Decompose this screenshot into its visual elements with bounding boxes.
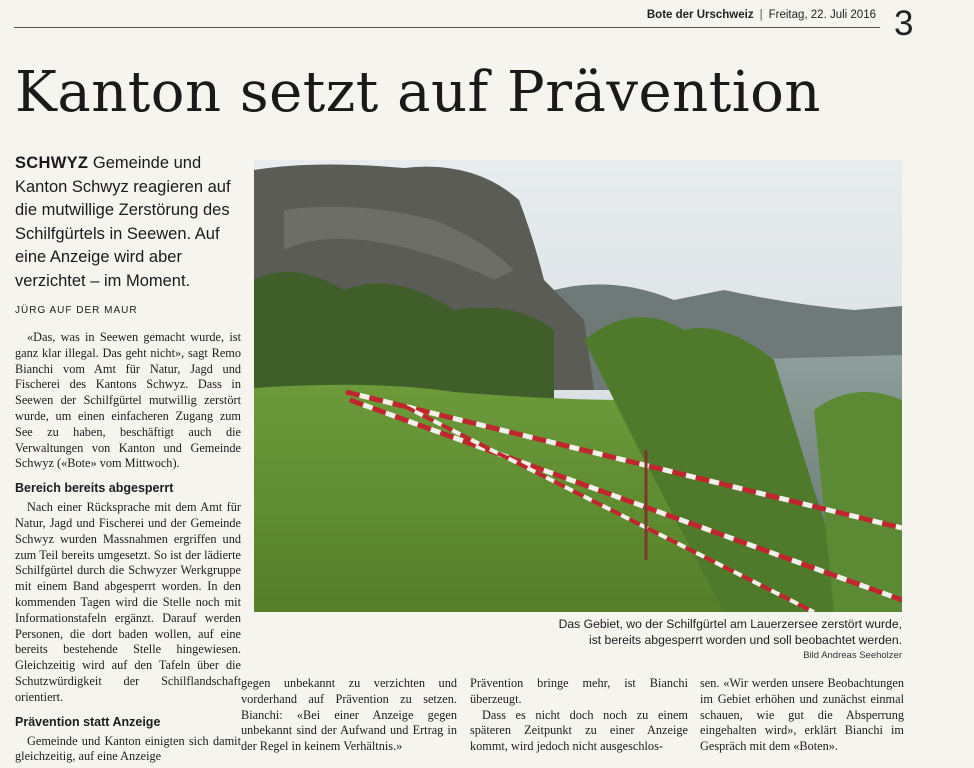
paper-name: Bote der Urschweiz (646, 9, 754, 21)
column-3 (470, 676, 688, 755)
column-4 (700, 676, 904, 755)
headline: Kanton setzt auf Prävention (15, 60, 821, 125)
lead-paragraph (15, 152, 240, 293)
lake-reed-photo (254, 160, 902, 612)
col3-paragraph-1: Prävention bringe mehr, ist Bianchi überzeugt. (470, 676, 688, 706)
body-paragraph-2: Nach einer Rücksprache mit dem Amt für Natur, Jagd und Fischerei und der Gemeinde Schwyz wurden Massnahmen ergriffen und zum Teil bereits umgesetzt. So ist der lädierte Schilfgürtel durch die Schwyzer Werkgruppe mit einem Band abgesperrt worden. In den kommenden Tagen wird die Stelle noch mit Informationstafeln ergänzt. Darauf werden Personen, die dort baden wollen, auf eine bereits bestehende Stelle hingewiesen. Gleichzeitig wird auf den Tafeln über die Schutzwürdigkeit der Schilflandschaft orientiert. (15, 500, 241, 704)
caption-line-1: Das Gebiet, wo der Schilfgürtel am Lauerzersee zerstört wurde, (558, 617, 902, 631)
col4-paragraph-1: sen. «Wir werden unsere Beobachtungen im Gebiet erhöhen und zunächst einmal schauen, wie gut die Absperrung eingehalten wird», erklärt Bianchi im Gespräch mit dem «Boten». (700, 676, 904, 754)
page-number: 3 (894, 4, 914, 43)
lead-place: SCHWYZ (15, 154, 89, 172)
subhead-1: Bereich bereits abgesperrt (15, 481, 174, 496)
issue-date: Freitag, 22. Juli 2016 (768, 9, 876, 21)
byline: JÜRG AUF DER MAUR (15, 305, 138, 316)
photo-illustration (254, 160, 902, 612)
column-1 (15, 330, 241, 765)
header-rule (14, 27, 880, 28)
photo-credit: Bild Andreas Seeholzer (803, 650, 902, 661)
masthead-separator: | (759, 9, 763, 21)
caption-line-2: ist bereits abgesperrt worden und soll beobachtet werden. (588, 633, 902, 647)
photo-caption (470, 616, 902, 648)
subhead-2: Prävention statt Anzeige (15, 714, 161, 729)
body-paragraph-1: «Das, was in Seewen gemacht wurde, ist ganz klar illegal. Das geht nicht», sagt Remo Bianchi vom Amt für Natur, Jagd und Fischerei des Kantons Schwyz. Dass in Seewen der Schilfgürtel mutwillig zerstört wurde, um einen einfacheren Zugang zum See zu haben, beschäftigt auch die Verwaltungen von Kanton und Gemeinde Schwyz («Bote» vom Mittwoch). (15, 330, 241, 471)
col3-paragraph-2: Dass es nicht doch noch zu einem späteren Zeitpunkt zu einer Anzeige kommt, wird jedoch nicht ausgeschlos- (470, 707, 688, 754)
lead-text: Gemeinde und Kanton Schwyz reagieren auf die mutwillige Zerstörung des Schilfgürtels in Seewen. Auf eine Anzeige wird aber verzichtet – im Moment. (15, 154, 231, 290)
column-2 (241, 676, 457, 755)
masthead (647, 9, 876, 21)
col2-paragraph-1: gegen unbekannt zu verzichten und vorderhand auf Prävention zu setzen. Bianchi: «Bei einer Anzeige gegen unbekannt sind der Aufwand und Ertrag in der Regel in keinem Verhältnis.» (241, 676, 457, 754)
body-paragraph-3: Gemeinde und Kanton einigten sich damit gleichzeitig, auf eine Anzeige (15, 733, 241, 764)
